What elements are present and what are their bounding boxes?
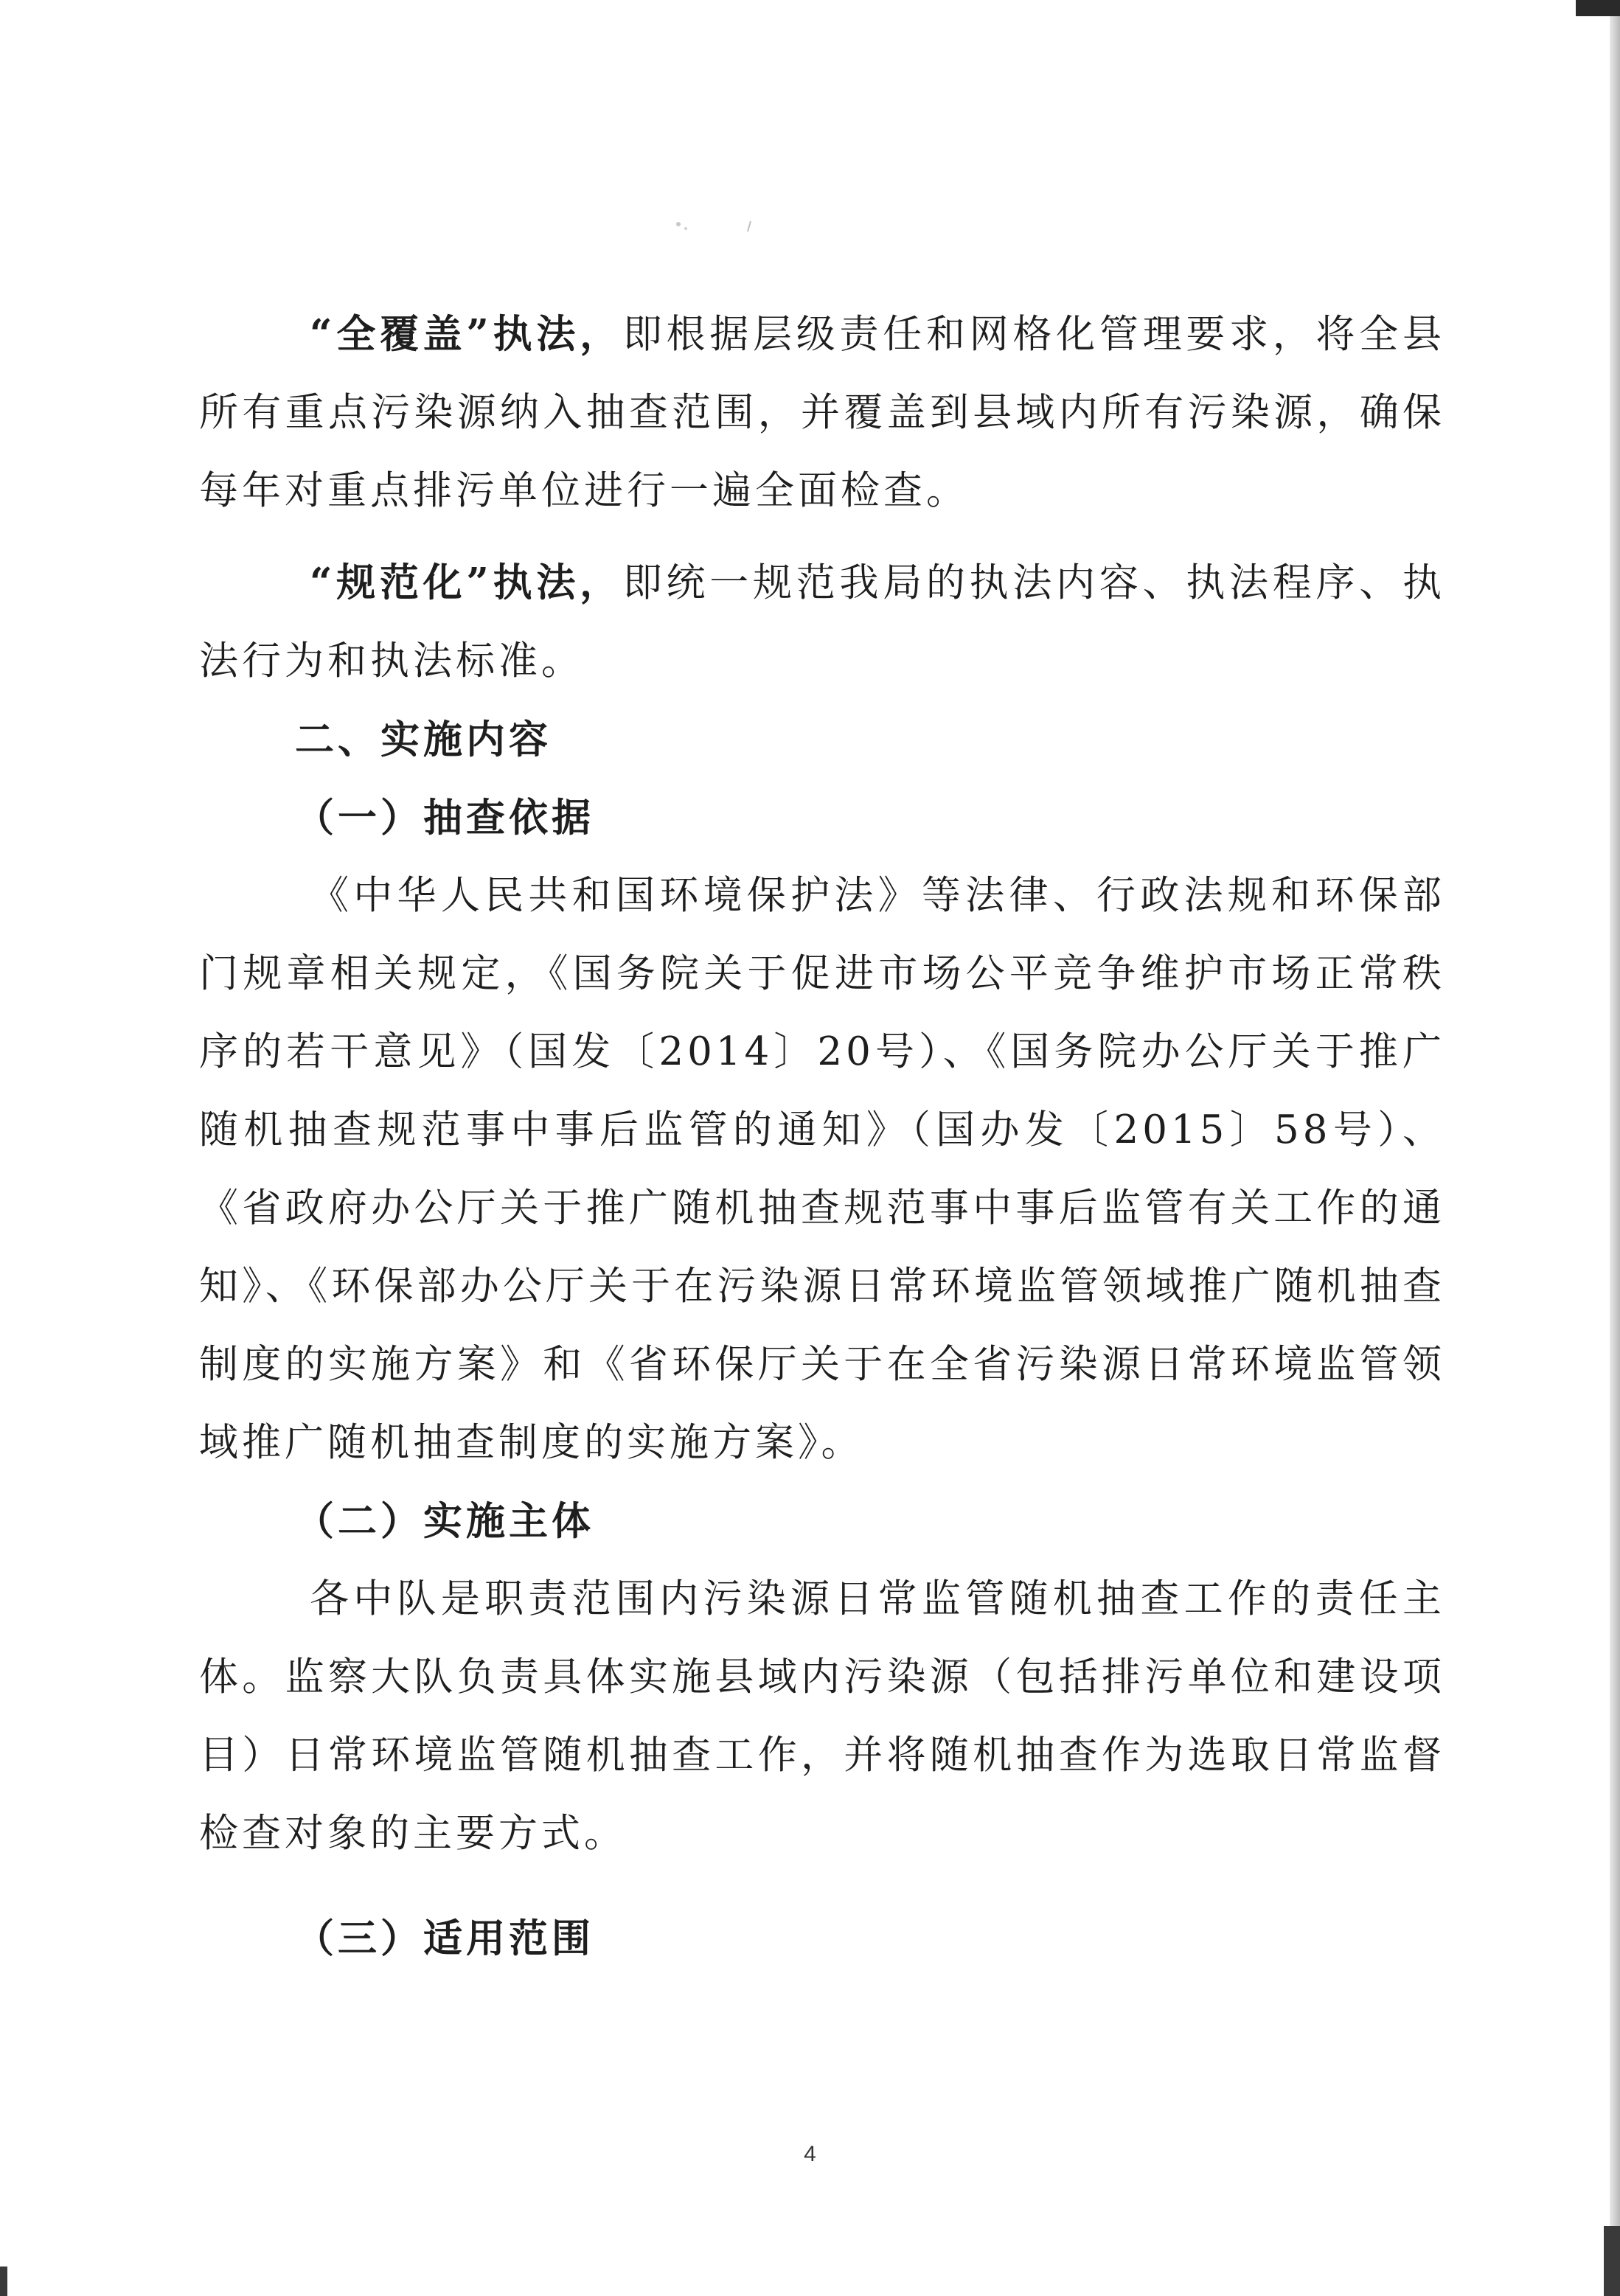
subsection-heading-basis: （一）抽查依据 (295, 795, 594, 841)
text-quanfugai: 即根据层级责任和网格化管理要求，将全县所有重点污染源纳入抽查范围，并覆盖到县域内所有污染源，确保每年对重点排污单位进行一遍全面检查。 (199, 312, 1445, 513)
page-number: 4 (804, 2142, 816, 2166)
scan-corner-top-right (1576, 0, 1620, 16)
text-guifanhua: 即统一规范我局的执法内容、执法程序、执法行为和执法标准。 (199, 560, 1445, 683)
scan-corner-bottom-right (1604, 2226, 1620, 2296)
scan-corner-bottom-left (0, 2267, 7, 2296)
section-heading-implementation: 二、实施内容 (295, 717, 552, 762)
term-quanfugai: “全覆盖”执法， (310, 311, 623, 357)
term-guifanhua: “规范化”执法， (310, 560, 623, 605)
document-body (199, 295, 1445, 1977)
subsection-heading-scope: （三）适用范围 (295, 1916, 594, 1961)
paragraph-basis: 《中华人民共和国环境保护法》等法律、行政法规和环保部门规章相关规定，《国务院关于促进市场公平竞争维护市场正常秩序的若干意见》（国发〔2014〕20号）、《国务院办公厅关于推广随机抽查规范事中事后监管的通知》（国办发〔2015〕58号）、《省政府办公厅关于推广随机抽查规范事中事后监管有关工作的通知》、《环保部办公厅关于在污染源日常环境监管领域推广随机抽查制度的实施方案》和《省环保厅关于在全省污染源日常环境监管领域推广随机抽查制度的实施方案》。 (199, 873, 1445, 1465)
paragraph-subject: 各中队是职责范围内污染源日常监管随机抽查工作的责任主体。监察大队负责具体实施县域内污染源（包括排污单位和建设项目）日常环境监管随机抽查工作，并将随机抽查作为选取日常监督检查对象的主要方式。 (199, 1576, 1445, 1856)
paragraph-quanfugai (199, 295, 1445, 530)
paragraph-guifanhua (199, 543, 1445, 700)
scan-specks (664, 215, 767, 237)
scan-edge-right (1610, 0, 1620, 2296)
subsection-heading-subject: （二）实施主体 (295, 1498, 594, 1544)
